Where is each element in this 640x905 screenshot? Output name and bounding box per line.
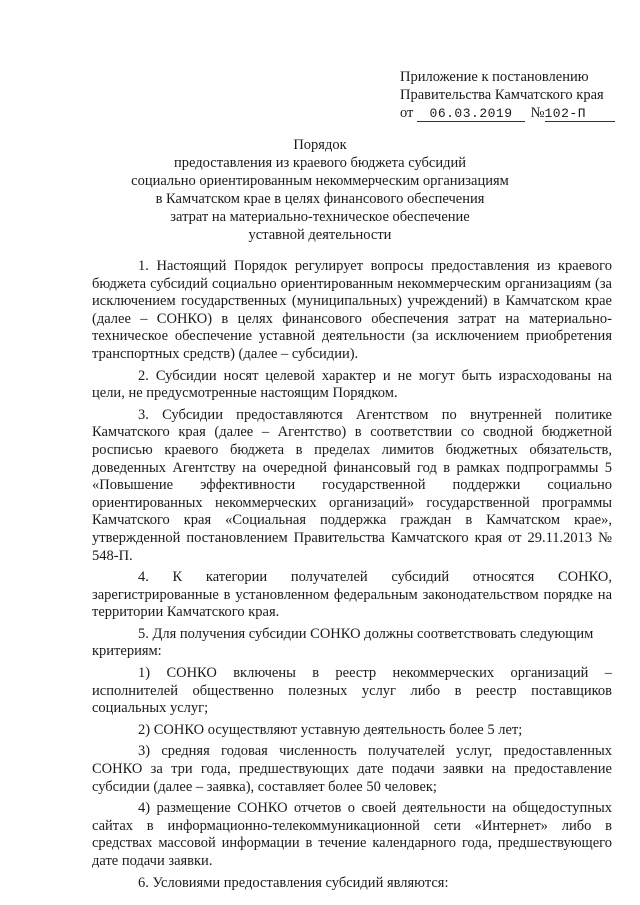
title-line: затрат на материально-техническое обеспечение [170, 209, 470, 225]
title-line: в Камчатском крае в целях финансового обеспечения [155, 191, 485, 207]
title-line: предоставления из краевого бюджета субсидий [174, 155, 466, 171]
appendix-header [400, 68, 630, 122]
criteria-word: критериям: [92, 643, 162, 660]
document-title [0, 136, 640, 244]
paragraph: 5. Для получения субсидии СОНКО должны соответствовать следующим [138, 625, 594, 642]
list-item: 4) размещение СОНКО отчетов о своей деятельности на общедоступных сайтах в информационно-телекоммуникационной сети «Интернет» либо в средствах массовой информации в течение календарного года, предшествующего дате подачи заявки. [92, 800, 612, 869]
paragraph: 2. Субсидии носят целевой характер и не могут быть израсходованы на цели, не предусмотренные настоящим Порядком. [92, 367, 612, 402]
paragraph: 6. Условиями предоставления субсидий являются: [138, 874, 449, 891]
appendix-line-1: Приложение к постановлению [400, 69, 589, 85]
paragraph: 1. Настоящий Порядок регулирует вопросы предоставления из краевого бюджета субсидий социально ориентированным некоммерческим организациям (за исключением государственных (муниципальных) учреждений) в Камчатском крае (далее – СОНКО) в целях финансового обеспечения затрат на материально-техническое обеспечение уставной деятельности (за исключением приобретения транспортных средств) (далее – субсидии). [92, 258, 612, 362]
number-prefix: № [530, 105, 545, 121]
appendix-date-line [400, 104, 630, 122]
date-prefix: от [400, 105, 414, 121]
list-item: 2) СОНКО осуществляют уставную деятельность более 5 лет; [138, 721, 523, 738]
appendix-line-2: Правительства Камчатского края [400, 87, 604, 103]
list-item: 1) СОНКО включены в реестр некоммерческих организаций – исполнителей общественно полезных услуг либо в реестр поставщиков социальных услуг; [92, 665, 612, 717]
document-body [92, 258, 612, 896]
number-underline [545, 106, 615, 122]
title-line: Порядок [293, 137, 347, 153]
decree-date: 06.03.2019 [429, 106, 513, 121]
paragraph: 3. Субсидии предоставляются Агентством по внутренней политике Камчатского края (далее – Агентство) в соответствии со сводной бюджетной росписью краевого бюджета в пределах лимитов бюджетных обязательств, доведенных Агентству на очередной финансовый год в рамках подпрограммы 5 «Повышение эффективности государственной поддержки социально ориентированных некоммерческих организаций» государственной программы Камчатского края «Социальная поддержка граждан в Камчатском крае», утвержденной постановлением Правительства Камчатского края от 29.11.2013 № 548-П. [92, 406, 612, 564]
title-line: уставной деятельности [248, 227, 392, 243]
decree-number: 102-П [544, 106, 587, 121]
paragraph: 4. К категории получателей субсидий относятся СОНКО, зарегистрированные в установленном федеральным законодательством порядке на территории Камчатского края. [92, 569, 612, 621]
list-item: 3) средняя годовая численность получателей услуг, предоставленных СОНКО за три года, предшествующих дате подачи заявки на предоставление субсидии (далее – заявка), составляет более 50 человек; [92, 743, 612, 795]
date-underline [417, 106, 525, 122]
title-line: социально ориентированным некоммерческим организациям [131, 173, 509, 189]
